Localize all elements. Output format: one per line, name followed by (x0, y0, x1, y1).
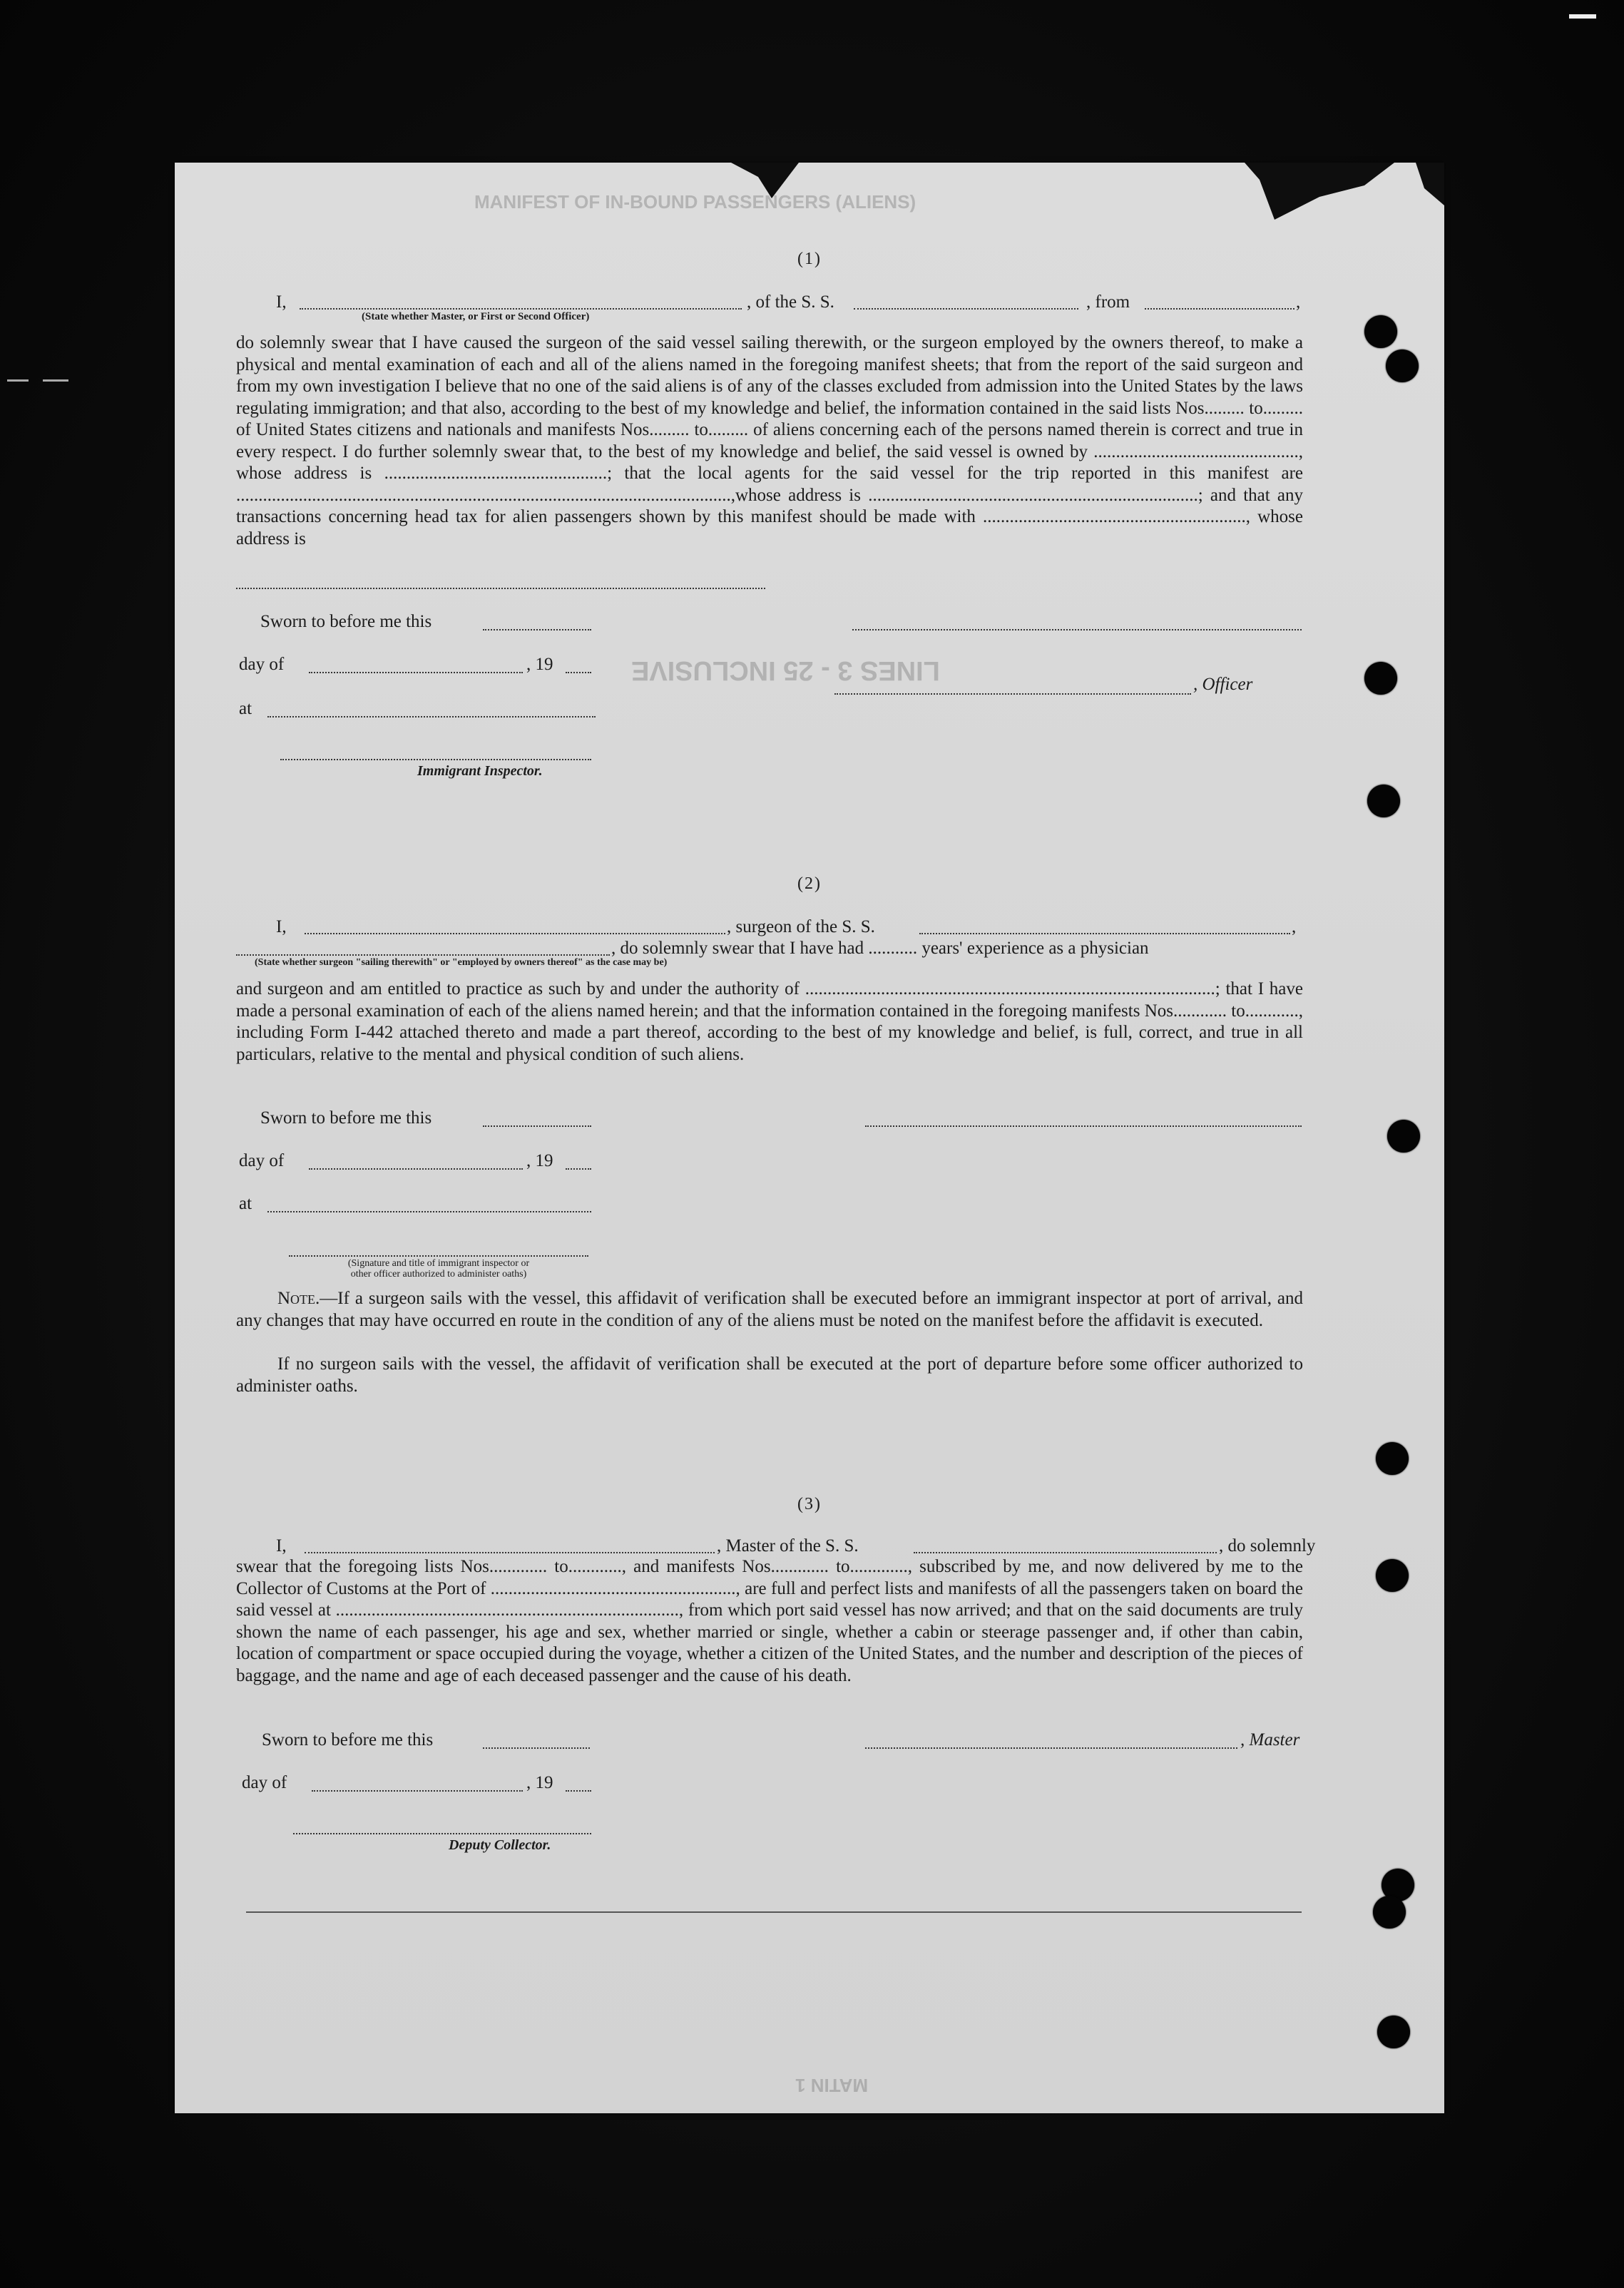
section-2-number: (2) (797, 874, 822, 893)
s3-blank-sworn (483, 1747, 590, 1749)
s2-note-label: Note. (277, 1289, 320, 1308)
torn-top-right (1245, 163, 1394, 220)
s1-blank-officer (300, 308, 742, 310)
binder-hole (1387, 1120, 1420, 1153)
s2-day: day of (239, 1151, 285, 1170)
binder-hole (1376, 1559, 1409, 1592)
s1-blank-inspector (280, 759, 591, 760)
s2-blank-name (305, 933, 725, 934)
s2-at: at (239, 1194, 252, 1213)
edge-dash-left-2 (43, 379, 68, 382)
bleed-through-text: MANIFEST OF IN-BOUND PASSENGERS (ALIENS) (474, 191, 916, 213)
s2-blank-at (267, 1211, 591, 1212)
s1-officer-label: , Officer (1193, 675, 1253, 694)
s1-line1b: , of the S. S. (747, 292, 834, 312)
s2-surgeon: , surgeon of the S. S. (727, 917, 875, 936)
s2-blank-sworn (483, 1125, 591, 1127)
s2-blank-inspector (289, 1255, 588, 1257)
s1-paragraph: do solemnly swear that I have caused the surgeon of the said vessel sailing therewith, or the surgeon employed by the owners thereof, to make a physical and mental examination of each and all of the aliens named in the foregoing manifest sheets; that from the report of the said surgeon and from my own investigation I believe that no one of the said aliens is of any of the classes excluded from admission into the United States by the laws regulating immigration; and that also, according to the best of my knowledge and belief, the information contained in the said lists Nos......... to......... of United States citizens and nationals and manifests Nos......... to......... of aliens concerning each of the persons named therein is correct and true in every respect. I do further solemnly swear that, to the best of my knowledge and belief, the said vessel is owned by .............................................., whose address is ..................................................; that the local agents for the said vessel for the trip reported in this manifest are ...............................................................................................................,whose address is ..........................................................................; and that any transactions concerning head tax for alien passengers shown by this manifest should be made with ..........................................................., whose address is (236, 333, 1303, 548)
manifest-affidavit-page (175, 163, 1444, 2113)
s1-blank-day (309, 672, 523, 673)
torn-corner (1416, 163, 1444, 205)
s1-day: day of (239, 655, 285, 674)
binder-hole (1364, 315, 1397, 348)
s3-blank-ship (914, 1552, 1217, 1553)
binder-hole (1364, 662, 1397, 695)
s2-sig-caption (282, 1258, 596, 1280)
bleed-through-footer: MATIN 1 (795, 2075, 869, 2096)
s1-inspector-caption: Immigrant Inspector. (417, 763, 543, 779)
s3-blank-name (305, 1552, 715, 1553)
section-1-number: (1) (797, 250, 822, 268)
s2-paragraph: and surgeon and am entitled to practice as such by and under the authority of ............................................................................................; that I have made a personal examination of each of the aliens named herein; and that the information contained in the foregoing manifests Nos............ to............, including Form I-442 attached thereto and made a part thereof, according to the best of my knowledge and belief, is full, correct, and true in all particulars, relative to the mental and physical condition of such aliens. (236, 979, 1303, 1064)
s3-solemnly: , do solemnly (1219, 1536, 1316, 1556)
s1-blank-ship (854, 308, 1078, 310)
scanner-corner-mark (1569, 14, 1596, 19)
s1-i: I, (276, 292, 287, 312)
s1-nineteen: , 19 (526, 655, 553, 674)
edge-dash-left (7, 379, 29, 382)
s2-blank-sailing (236, 954, 610, 956)
s2-blank-sig (865, 1125, 1302, 1127)
s3-blank-collector (293, 1833, 591, 1834)
s2-sig-caption-line2: other officer authorized to administer oaths) (350, 1269, 527, 1280)
s1-blank-address-end (236, 588, 765, 589)
s3-paragraph: swear that the foregoing lists Nos............. to............, and manifests Nos............. to............., subscribed by me, and now delivered by me to the Collector of Customs at the Port of ......................................................., are full and perfect lists and manifests of all the passengers taken on board the said vessel at ............................................................................., from which port said vessel has now arrived; and that on the said documents are truly shown the name of each passenger, his age and sex, whether married or single, whether a cabin or steerage passenger and, if other than cabin, location of compartment or space occupied during the voyage, whether a citizen of the United States, and the number and description of the pieces of baggage, and the name and age of each deceased passenger and the cause of his death. (236, 1557, 1303, 1685)
s3-collector-caption: Deputy Collector. (449, 1837, 551, 1853)
binder-hole (1367, 785, 1400, 817)
binder-hole (1377, 2016, 1410, 2048)
s3-master: , Master of the S. S. (717, 1536, 859, 1556)
section-3-number: (3) (797, 1495, 822, 1513)
s2-comma: , (1292, 917, 1297, 936)
s2-i: I, (276, 917, 287, 936)
s1-line1 (276, 292, 287, 312)
s2-blank-ship (919, 933, 1290, 934)
binder-hole (1376, 1442, 1409, 1475)
s2-blank-day (309, 1168, 523, 1170)
s2-caption: (State whether surgeon "sailing therewith" or "employed by owners thereof" as the case may be) (255, 957, 668, 968)
s1-officer (1193, 675, 1252, 695)
binder-hole (1386, 349, 1419, 382)
s2-swear: , do solemnly swear that I have had ........... years' experience as a physician (611, 939, 1149, 958)
bleed-through-stamp: LINES 3 - 25 INCLUSIVE (631, 655, 940, 685)
s1-officer-caption: (State whether Master, or First or Second Officer) (362, 311, 590, 322)
s2-note2: If no surgeon sails with the vessel, the affidavit of verification shall be executed at the port of departure before some officer authorized to administer oaths. (236, 1354, 1303, 1396)
s2-blank-year (566, 1168, 591, 1170)
s1-at: at (239, 699, 252, 718)
s3-day: day of (242, 1773, 287, 1792)
s2-sworn: Sworn to before me this (260, 1108, 432, 1128)
s1-blank-year (566, 672, 591, 673)
s2-nineteen: , 19 (526, 1151, 553, 1170)
s3-nineteen: , 19 (526, 1773, 553, 1792)
binder-hole (1373, 1896, 1406, 1929)
s1-comma: , (1296, 292, 1301, 312)
s1-line1c: , from (1086, 292, 1130, 312)
s2-note (236, 1288, 1303, 1332)
s1-blank-sworn (483, 629, 591, 630)
s2-sig-caption-line1: (Signature and title of immigrant inspector or (347, 1258, 530, 1269)
s2-note-text: —If a surgeon sails with the vessel, this affidavit of verification shall be executed before an immigrant inspector at port of arrival, and any changes that may have occurred en route in the condition of any of the aliens must be noted on the manifest before the affidavit is executed. (236, 1289, 1303, 1330)
s1-blank-officer-sig (834, 693, 1191, 695)
s1-blank-sig (852, 629, 1302, 630)
s3-blank-day (312, 1790, 523, 1792)
s3-master-label: , Master (1240, 1730, 1300, 1750)
s1-blank-at (267, 716, 596, 717)
s1-sworn: Sworn to before me this (260, 612, 432, 631)
bottom-rule (246, 1911, 1302, 1913)
s3-blank-master-sig (865, 1747, 1237, 1749)
s3-i: I, (276, 1536, 287, 1556)
s3-blank-year (566, 1790, 591, 1792)
s3-sworn: Sworn to before me this (262, 1730, 434, 1750)
s3-master-sig (1240, 1730, 1299, 1750)
s1-blank-from (1145, 308, 1294, 310)
